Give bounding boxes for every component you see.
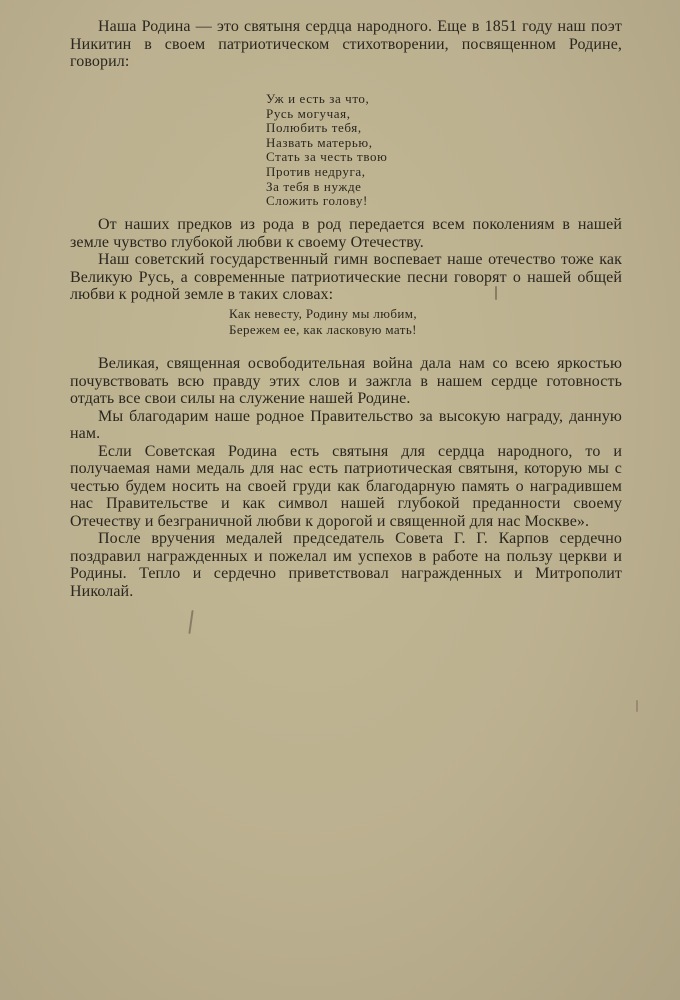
paragraph-anthem: Наш советский государственный гимн воспевает наше отечество тоже как Великую Русь, а современные патриотические песни говорят о нашей общей любви к родной земле в таких словах: [70,251,622,303]
couplet-line: Как невесту, Родину мы любим, [229,306,418,321]
paragraph-war: Великая, священная освободительная война дала нам со всею яркостью почувствовать всю правду этих слов и зажгла в нашем сердце готовность отдать все свои силы на служение нашей Родине. [70,355,622,407]
pencil-mark [636,700,638,712]
paragraph-karpov: После вручения медалей председатель Совета Г. Г. Карпов сердечно поздравил награжденных и пожелал им успехов в работе на пользу церкви и Родины. Тепло и сердечно приветствовал награжденных и Митрополит Николай. [70,530,622,600]
poem-line: Против недруга, [266,163,366,179]
closing-block [70,355,622,600]
poem-line: Стать за честь твою [266,149,388,165]
paragraph-medal: Если Советская Родина есть святыня для сердца народного, то и получаемая нами медаль для нас есть патриотическая святыня, которую мы с честью будем носить на своей груди как благодарную память о наградившем нас Правительстве и как символ нашей глубокой преданности своему Отечеству и безграничной любви к дорогой и священной для нас Москве». [70,442,622,530]
intro-paragraph: Наша Родина — это святыня сердца народного. Еще в 1851 году наш поэт Никитин в своем патриотическом стихотворении, посвященном Родине, говорил: [70,18,622,70]
paragraph-gratitude: Мы благодарим наше родное Правительство за высокую награду, данную нам. [70,407,622,442]
pencil-mark [495,286,497,300]
poem-line: Сложить голову! [266,193,368,209]
nikitin-poem [266,92,387,209]
intro-block [70,18,622,71]
poem-line: Назвать матерью, [266,134,373,150]
couplet-line: Бережем ее, как ласковую мать! [229,321,417,337]
poem-line: Русь могучая, [266,105,351,121]
pencil-mark [188,610,193,634]
poem-line: За тебя в нужде [266,178,362,194]
poem-line: Уж и есть за что, [266,91,370,106]
poem-line: Полюбить тебя, [266,120,362,136]
song-couplet [229,306,417,337]
paragraph-ancestors: От наших предков из рода в род передается всем поколениям в нашей земле чувство глубокой любви к своему Отечеству. [70,216,622,251]
middle-block [70,216,622,304]
